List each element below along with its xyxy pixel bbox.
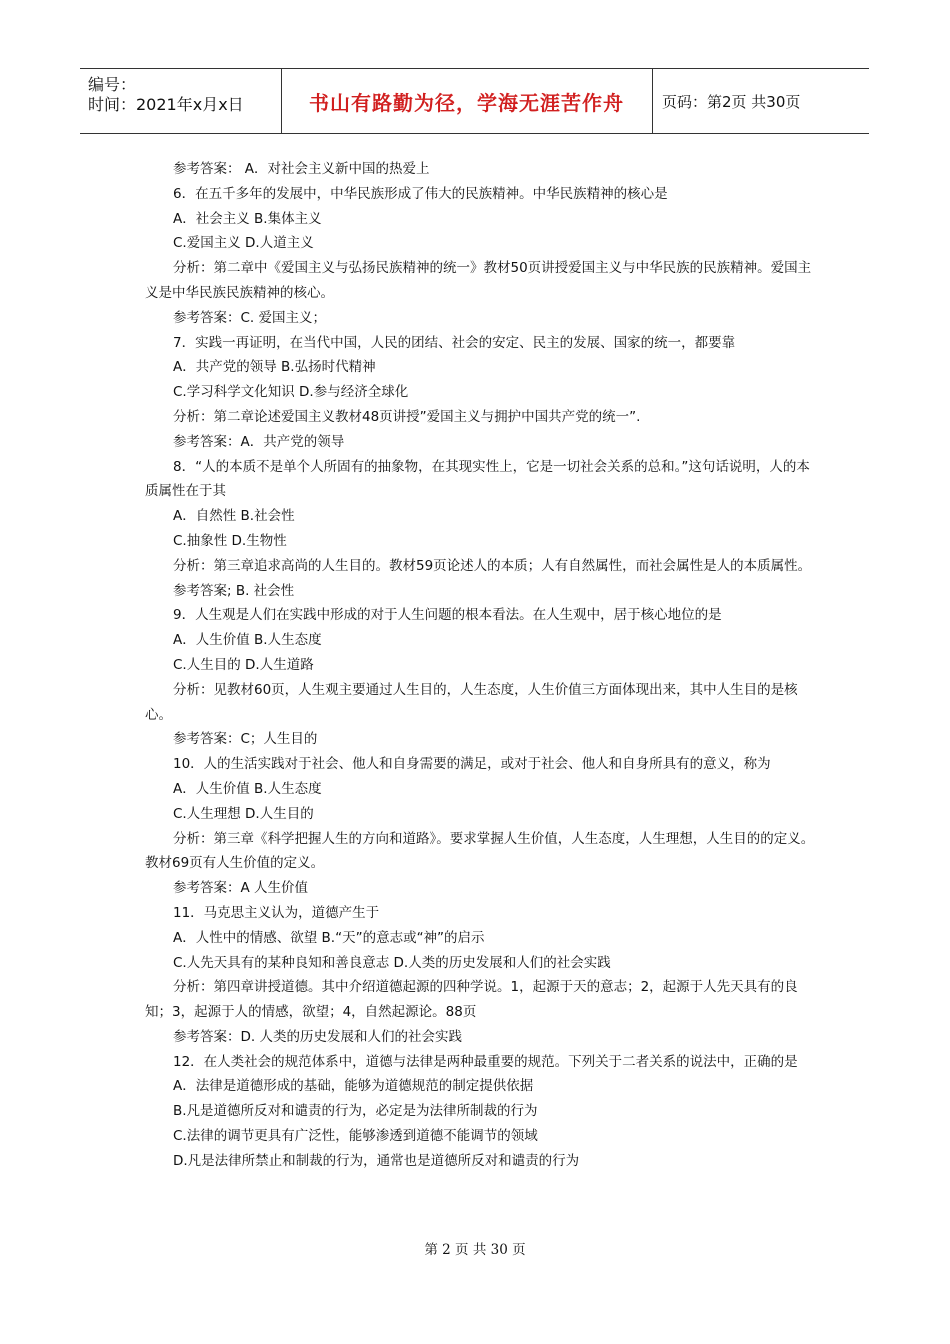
option-line: A．共产党的领导 B.弘扬时代精神 (173, 359, 376, 376)
text-line: 参考答案： A．对社会主义新中国的热爱上 (173, 161, 430, 177)
header-page-cell (652, 69, 869, 133)
option-line: C.法律的调节更具有广泛性，能够渗透到道德不能调节的领域 (173, 1128, 538, 1145)
analysis-paragraph: 分析：第二章中《爱国主义与弘扬民族精神的统一》教材50页讲授爱国主义与中华民族的民族精神。爱国主义是中华民族民族精神的核心。 (145, 260, 812, 301)
document-body (145, 157, 815, 1174)
answer-line: 参考答案：C. 爱国主义； (173, 309, 327, 326)
question-line: 10．人的生活实践对于社会、他人和自身需要的满足，或对于社会、他人和自身所具有的意义，称为 (173, 756, 771, 773)
option-line: A．人生价值 B.人生态度 (173, 632, 322, 649)
option-line: A．人生价值 B.人生态度 (173, 780, 322, 797)
header-meta (80, 69, 282, 133)
option-line: A．人性中的情感、欲望 B.“天”的意志或“神”的启示 (173, 929, 485, 946)
question-line: 7．实践一再证明，在当代中国，人民的团结、社会的安定、民主的发展、国家的统一，都要靠 (173, 334, 736, 351)
document-time-label: 时间：2021年x月x日 (88, 95, 244, 114)
option-line: C.爱国主义 D.人道主义 (173, 235, 314, 252)
answer-line: 参考答案; B. 社会性 (173, 582, 295, 599)
analysis-paragraph: 分析：第二章论述爱国主义教材48页讲授”爱国主义与拥护中国共产党的统一”. (173, 408, 641, 425)
option-line: C.学习科学文化知识 D.参与经济全球化 (173, 384, 409, 401)
analysis-paragraph: 分析：第三章《科学把握人生的方向和道路》。要求掌握人生价值，人生态度，人生理想，人生目的的定义。教材69页有人生价值的定义。 (145, 830, 815, 872)
option-line: B.凡是道德所反对和谴责的行为，必定是为法律所制裁的行为 (173, 1103, 538, 1120)
header-page-code: 页码：第2页 共30页 (662, 92, 801, 111)
analysis-paragraph: 分析：第四章讲授道德。其中介绍道德起源的四种学说。1，起源于天的意志；2，起源于人先天具有的良知；3，起源于人的情感，欲望；4，自然起源论。88页 (145, 979, 798, 1021)
answer-line: 参考答案：D. 人类的历史发展和人们的社会实践 (173, 1028, 462, 1045)
header-motto-cell (281, 69, 653, 133)
option-line: C.抽象性 D.生物性 (173, 532, 287, 549)
question-line: 9．人生观是人们在实践中形成的对于人生问题的根本看法。在人生观中，居于核心地位的是 (173, 607, 722, 624)
analysis-paragraph: 分析：见教材60页，人生观主要通过人生目的，人生态度，人生价值三方面体现出来，其中人生目的是核心。 (145, 681, 798, 723)
answer-line: 参考答案：A．共产党的领导 (173, 433, 345, 450)
option-line: A．法律是道德形成的基础，能够为道德规范的制定提供依据 (173, 1078, 534, 1095)
question-paragraph: 8．“人的本质不是单个人所固有的抽象物，在其现实性上，它是一切社会关系的总和。”这句话说明，人的本质属性在于其 (145, 458, 810, 500)
answer-line: 参考答案：A 人生价值 (173, 880, 309, 897)
option-line: A．自然性 B.社会性 (173, 508, 295, 525)
answer-line: 参考答案：C；人生目的 (173, 731, 318, 748)
document-number-label: 编号： (88, 75, 137, 94)
motto-text: 书山有路勤为径，学海无涯苦作舟 (309, 90, 624, 115)
question-line: 6．在五千多年的发展中，中华民族形成了伟大的民族精神。中华民族精神的核心是 (173, 185, 668, 202)
page-footer (0, 1238, 950, 1258)
question-paragraph: 12．在人类社会的规范体系中，道德与法律是两种最重要的规范。下列关于二者关系的说法中，正确的是 (173, 1053, 798, 1070)
option-line: C.人生理想 D.人生目的 (173, 805, 314, 822)
page-header (80, 68, 869, 134)
option-line: C.人生目的 D.人生道路 (173, 656, 314, 673)
analysis-paragraph: 分析：第三章追求高尚的人生目的。教材59页论述人的本质；人有自然属性，而社会属性是人的本质属性。 (173, 557, 812, 574)
footer-page-indicator: 第 2 页 共 30 页 (424, 1242, 526, 1258)
option-line: D.凡是法律所禁止和制裁的行为，通常也是道德所反对和谴责的行为 (173, 1152, 580, 1169)
option-line: A．社会主义 B.集体主义 (173, 210, 322, 227)
question-line: 11．马克思主义认为，道德产生于 (173, 904, 380, 921)
option-line: C.人先天具有的某种良知和善良意志 D.人类的历史发展和人们的社会实践 (173, 954, 611, 971)
